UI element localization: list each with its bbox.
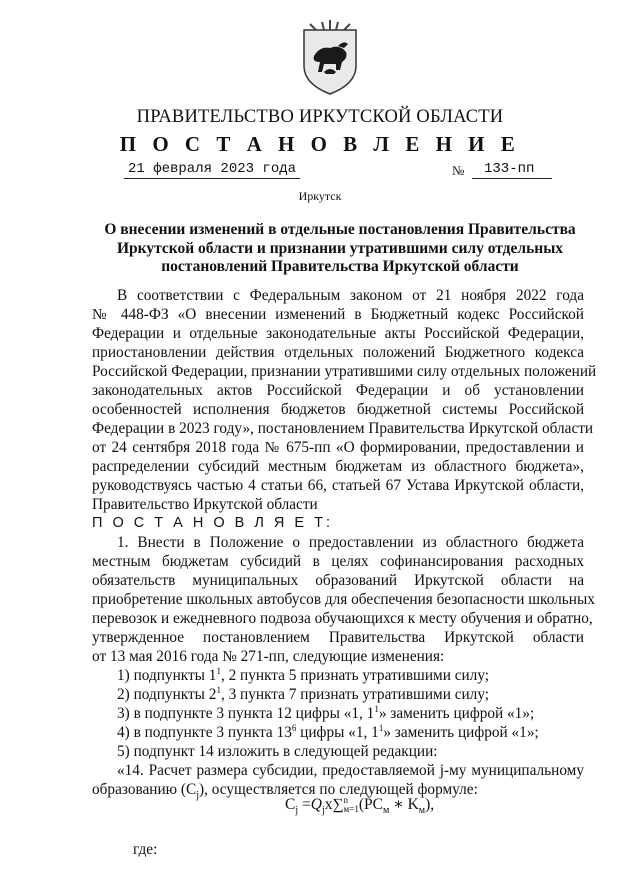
document-type: П О С Т А Н О В Л Е Н И Е (119, 132, 521, 156)
body-line: особенностей исполнения бюджетов бюджетной системы Российской (92, 401, 584, 418)
body-line: от 13 мая 2016 года № 271-пп, следующие изменения: (92, 648, 445, 665)
document-number: 133-пп (472, 161, 552, 179)
body-line: законодательных актов Российской Федерации и об установлении (92, 382, 584, 399)
organization-name: ПРАВИТЕЛЬСТВО ИРКУТСКОЙ ОБЛАСТИ (136, 107, 504, 127)
body-line: № 448-ФЗ «О внесении изменений в Бюджетный кодекс Российской (92, 306, 584, 323)
number-sign: № (452, 163, 465, 178)
body-line: Федерации в 2023 году», постановлением Правительства Иркутской области (92, 420, 594, 437)
city-name: Иркутск (298, 189, 342, 203)
body-line: 1. Внести в Положение о предоставлении из областного бюджета (117, 534, 584, 551)
body-line: утвержденное постановлением Правительства Иркутской области (92, 629, 584, 646)
body-line: приостановлении действия отдельных положений Бюджетного кодекса (92, 344, 584, 361)
paragraph-14-line: образованию $(C_j)$, осуществляется по следующей формуле: (92, 781, 478, 802)
subitem-1: 1) подпункты $1^1$, 2 пункта 5 признать утратившими силу; (117, 666, 490, 684)
subitem-3: 3) в подпункте 3 пункта 12 цифры «1, $1^1$» заменить цифрой «1»; (117, 704, 535, 722)
body-line: Правительство Иркутской области (92, 496, 318, 513)
title-line: постановлений Правительства Иркутской области (161, 258, 519, 275)
body-line: приобретение школьных автобусов для обеспечения безопасности школьных (92, 591, 595, 608)
body-line: руководствуясь частью 4 статьи 66, статьей 67 Устава Иркутской области, (92, 477, 584, 494)
subitem-2: 2) подпункты $2^1$, 3 пункта 7 признать утратившими силу; (117, 685, 490, 703)
formula: $C_j =Q_jx\sum$ n м=1 ($PC_м$ ∗ $K_м$), (285, 795, 435, 817)
title-line: Иркутской области и признании утратившими силу отдельных (116, 239, 564, 257)
coat-of-arms-emblem (300, 14, 360, 98)
body-line: обязательств муниципальных образований Иркутской области на (92, 572, 584, 589)
body-line: распределении субсидий местным бюджетам из областного бюджета», (92, 458, 584, 475)
body-line: В соответствии с Федеральным законом от 21 ноября 2022 года (117, 287, 584, 304)
document-date: 21 февраля 2023 года (124, 161, 300, 179)
body-line: Федерации и отдельные законодательные акты Российской Федерации, (92, 325, 584, 342)
postanovlyaet-heading: П О С Т А Н О В Л Я Е Т: (92, 515, 333, 531)
subitem-5: 5) подпункт 14 изложить в следующей редакции: (117, 743, 438, 760)
body-line: перевозок и ежедневного подвоза обучающихся к месту обучения и обратно, (92, 610, 593, 627)
subitem-4: 4) в подпункте 3 пункта $13^6$ цифры «1, $1^1$» заменить цифрой «1»; (117, 723, 539, 741)
title-line: О внесении изменений в отдельные постановления Правительства (104, 221, 576, 238)
body-line: местным бюджетам субсидий в целях софинансирования расходных (92, 553, 584, 570)
document-title (80, 221, 600, 277)
where-label: где: (133, 841, 158, 858)
body-line: Российской Федерации, признании утратившими силу отдельных положений (92, 363, 597, 380)
paragraph-14-line: «14. Расчет размера субсидии, предоставляемой j-му муниципальному (117, 762, 584, 779)
body-line: от 24 сентября 2018 года № 675-пп «О формировании, предоставлении и (92, 439, 584, 456)
